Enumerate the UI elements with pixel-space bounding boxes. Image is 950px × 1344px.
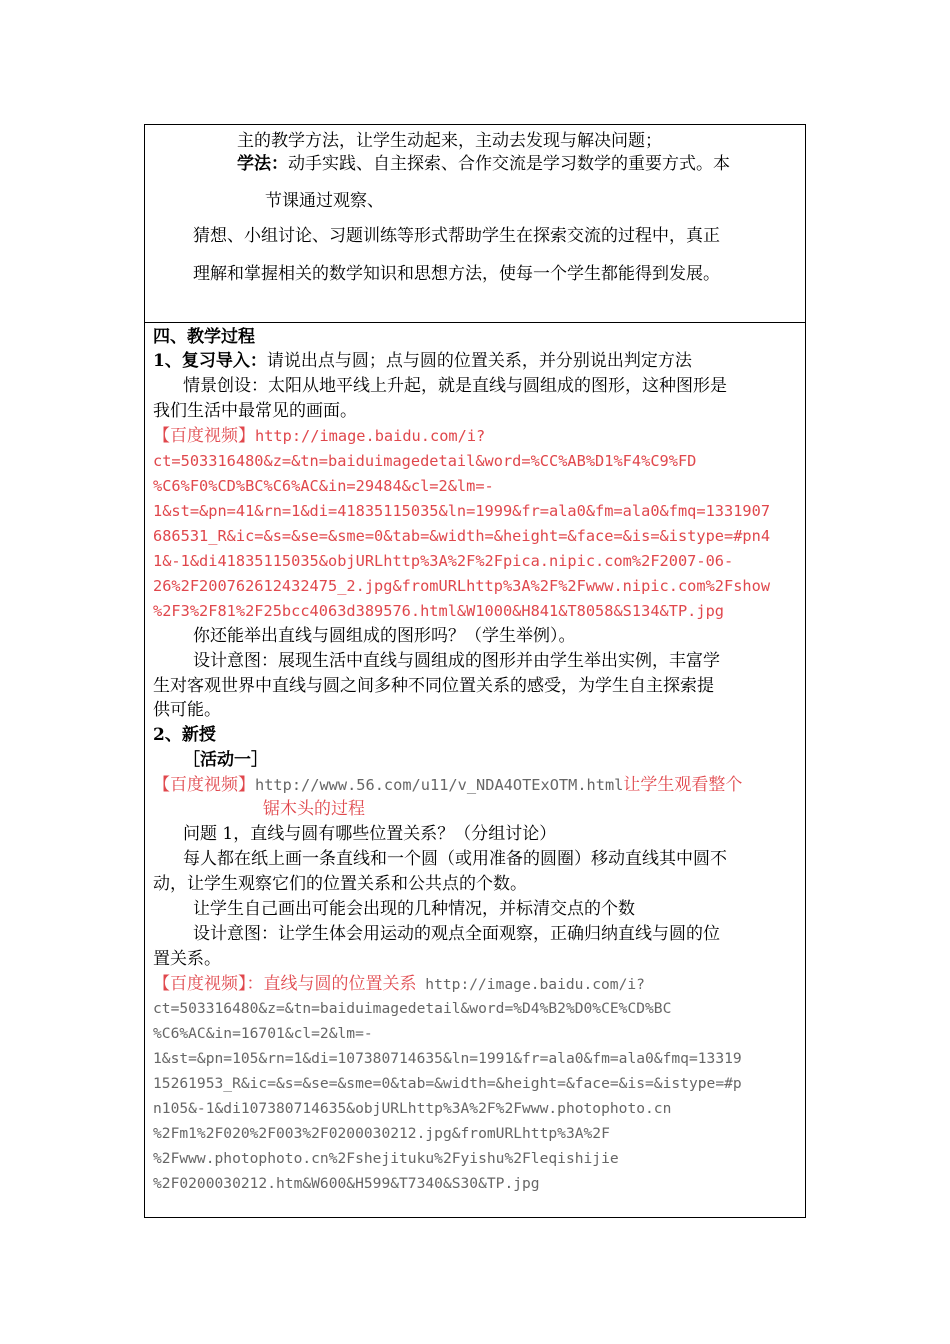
url1-line-5[interactable]: 1&-1&di41835115035&objURLhttp%3A%2F%2Fpica.nipic.com%2F2007-06- bbox=[153, 552, 734, 570]
lesson-plan-table bbox=[144, 124, 806, 1218]
design1-line-0: 设计意图：展现生活中直线与圆组成的图形并由学生举出实例，丰富学 bbox=[193, 651, 720, 671]
methods-cell bbox=[145, 125, 805, 322]
study-method-text: 动手实践、自主探索、合作交流是学习数学的重要方式。本 bbox=[288, 154, 730, 174]
url3-line-4[interactable]: 15261953_R&ic=&s=&se=&sme=0&tab=&width=&height=&face=&is=&istype=#p bbox=[153, 1075, 742, 1092]
video-label-2: 【百度视频】 bbox=[153, 775, 255, 795]
video-link-1[interactable] bbox=[153, 424, 485, 448]
url2-link[interactable]: http://www.56.com/u11/v_NDA4OTExOTM.html bbox=[255, 776, 624, 794]
study-method-label: 学法： bbox=[237, 154, 288, 174]
draw-line-0: 每人都在纸上画一条直线和一个圆（或用准备的圆圈）移动直线其中圆不 bbox=[183, 849, 727, 869]
url3-line-2[interactable]: %C6%AC&in=16701&cl=2&lm=- bbox=[153, 1025, 373, 1042]
url2-desc-1: 让学生观看整个 bbox=[623, 775, 743, 795]
url2-desc-2: 锯木头的过程 bbox=[263, 799, 365, 819]
review-text: 请说出点与圆；点与圆的位置关系，并分别说出判定方法 bbox=[266, 351, 692, 371]
ask-example-line: 你还能举出直线与圆组成的图形吗？（学生举例）。 bbox=[193, 626, 576, 646]
draw-line-1: 动，让学生观察它们的位置关系和公共点的个数。 bbox=[153, 874, 527, 894]
url3-line-0[interactable]: http://image.baidu.com/i? bbox=[425, 976, 645, 993]
video-label-1: 【百度视频】 bbox=[153, 426, 255, 446]
video-link-2[interactable] bbox=[153, 773, 742, 797]
url1-line-4[interactable]: 686531_R&ic=&s=&se=&sme=0&tab=&width=&height=&face=&is=&istype=#pn4 bbox=[153, 527, 771, 545]
url1-line-7[interactable]: %2F3%2F81%2F25bcc4063d389576.html&W1000&H841&T8058&S134&TP.jpg bbox=[153, 602, 724, 620]
url1-line-3[interactable]: 1&st=&pn=41&rn=1&di=41835115035&ln=1999&fr=ala0&fm=ala0&fmq=1331907 bbox=[153, 502, 771, 520]
design2-line-1: 置关系。 bbox=[153, 949, 221, 969]
method-line-5: 理解和掌握相关的数学知识和思想方法，使每一个学生都能得到发展。 bbox=[193, 264, 720, 284]
review-label: 1、复习导入： bbox=[153, 351, 267, 371]
study-method-line bbox=[237, 152, 730, 176]
url3-line-1[interactable]: ct=503316480&z=&tn=baiduimagedetail&word=%D4%B2%D0%CE%CD%BC bbox=[153, 1000, 672, 1017]
design1-line-2: 供可能。 bbox=[153, 700, 221, 720]
url3-line-3[interactable]: 1&st=&pn=105&rn=1&di=107380714635&ln=1991&fr=ala0&fm=ala0&fmq=13319 bbox=[153, 1050, 742, 1067]
url3-line-6[interactable]: %2Fm1%2F020%2F003%2F0200030212.jpg&fromURLhttp%3A%2F bbox=[153, 1125, 610, 1142]
method-line-3: 节课通过观察、 bbox=[265, 191, 384, 211]
review-line bbox=[153, 349, 692, 373]
method-line-1: 主的教学方法，让学生动起来，主动去发现与解决问题； bbox=[237, 131, 662, 151]
process-cell bbox=[145, 323, 805, 1217]
url1-line-2[interactable]: %C6%F0%CD%BC%C6%AC&in=29484&cl=2&lm=- bbox=[153, 477, 494, 495]
design1-line-1: 生对客观世界中直线与圆之间多种不同位置关系的感受，为学生自主探索提 bbox=[153, 676, 714, 696]
video-label-3: 【百度视频】：直线与圆的位置关系 bbox=[153, 974, 417, 994]
url3-line-5[interactable]: n105&-1&di107380714635&objURLhttp%3A%2F%2Fwww.photophoto.cn bbox=[153, 1100, 672, 1117]
scene-line-2: 我们生活中最常见的画面。 bbox=[153, 401, 357, 421]
section-heading: 四、教学过程 bbox=[153, 327, 255, 347]
activity-one-label: ［活动一］ bbox=[183, 750, 268, 770]
video-link-3[interactable] bbox=[153, 972, 645, 997]
url3-line-7[interactable]: %2Fwww.photophoto.cn%2Fshejituku%2Fyishu%2Fleqishijie bbox=[153, 1150, 619, 1167]
draw-line-2: 让学生自己画出可能会出现的几种情况，并标清交点的个数 bbox=[193, 899, 635, 919]
design2-line-0: 设计意图：让学生体会用运动的观点全面观察，正确归纳直线与圆的位 bbox=[193, 924, 720, 944]
url1-line-6[interactable]: 26%2F200762612432475_2.jpg&fromURLhttp%3A%2F%2Fwww.nipic.com%2Fshow bbox=[153, 577, 771, 595]
url1-line-1[interactable]: ct=503316480&z=&tn=baiduimagedetail&word=%CC%AB%D1%F4%C9%FD bbox=[153, 452, 697, 470]
url1-line-0[interactable]: http://image.baidu.com/i? bbox=[255, 427, 486, 445]
url3-line-8[interactable]: %2F0200030212.htm&W600&H599&T7340&S30&TP.jpg bbox=[153, 1175, 540, 1192]
scene-line-1: 情景创设：太阳从地平线上升起，就是直线与圆组成的图形，这种图形是 bbox=[183, 376, 727, 396]
new-lesson-heading: 2、新授 bbox=[153, 725, 216, 745]
method-line-4: 猜想、小组讨论、习题训练等形式帮助学生在探索交流的过程中，真正 bbox=[193, 226, 720, 246]
question-one-line: 问题 1，直线与圆有哪些位置关系？（分组讨论） bbox=[183, 824, 557, 844]
